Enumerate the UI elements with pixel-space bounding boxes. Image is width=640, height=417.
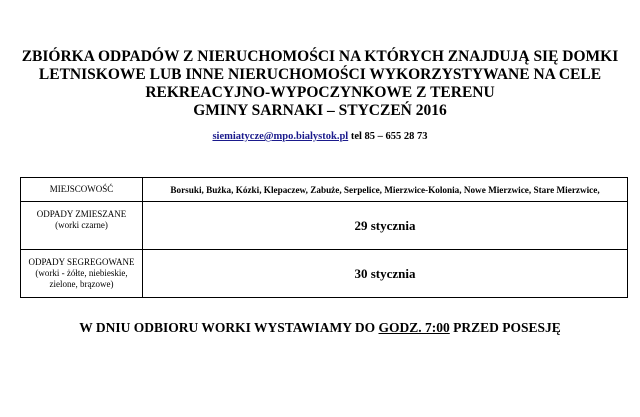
mixed-waste-date: 29 stycznia [354, 217, 416, 233]
mixed-waste-label: ODPADY ZMIESZANE [36, 209, 127, 219]
phone-number: tel 85 – 655 28 73 [350, 131, 428, 142]
mixed-date-cell [143, 202, 628, 250]
title-line-1: ZBIÓRKA ODPADÓW Z NIERUCHOMOŚCI NA KTÓRYCH ZNAJDUJĄ SIĘ DOMKI [21, 48, 619, 65]
table-row-segregated [21, 250, 628, 298]
notice-time: GODZ. 7:00 [378, 320, 450, 335]
schedule-table [20, 177, 628, 298]
title-line-2: LETNISKOWE LUB INNE NIERUCHOMOŚCI WYKORZYSTYWANE NA CELE [38, 66, 602, 83]
segregated-waste-bags-1: (worki - żółte, niebieskie, [35, 268, 128, 278]
title-line-4: GMINY SARNAKI – STYCZEŃ 2016 [193, 102, 447, 119]
locations-list: Borsuki, Bużka, Kózki, Klepaczew, Zabuże, Serpelice, Mierzwice-Kolonia, Nowe Mierzwice, Stare Mierzwice, [170, 184, 600, 195]
segregated-waste-date: 30 stycznia [354, 265, 416, 281]
table-row-mixed [21, 202, 628, 250]
mixed-label-cell [21, 202, 143, 250]
segregated-label-cell [21, 250, 143, 298]
segregated-waste-label: ODPADY SEGREGOWANE [28, 257, 135, 267]
notice-text-before: W DNIU ODBIORU WORKI WYSTAWIAMY DO [79, 320, 379, 335]
notice-text-after: PRZED POSESJĘ [449, 320, 561, 335]
segregated-waste-bags-2: zielone, brązowe) [49, 279, 114, 289]
location-label-cell [21, 178, 143, 202]
segregated-date-cell [143, 250, 628, 298]
pickup-notice [0, 320, 640, 336]
contact-line [0, 131, 640, 142]
location-label: MIEJSCOWOŚĆ [49, 184, 114, 194]
table-row-locations [21, 178, 628, 202]
email-link[interactable]: siemiatycze@mpo.bialystok.pl [212, 131, 349, 142]
locations-cell [143, 178, 628, 202]
title-line-3: REKREACYJNO-WYPOCZYNKOWE Z TERENU [145, 84, 495, 101]
document-title [0, 48, 640, 120]
mixed-waste-bags: (worki czarne) [55, 220, 108, 230]
